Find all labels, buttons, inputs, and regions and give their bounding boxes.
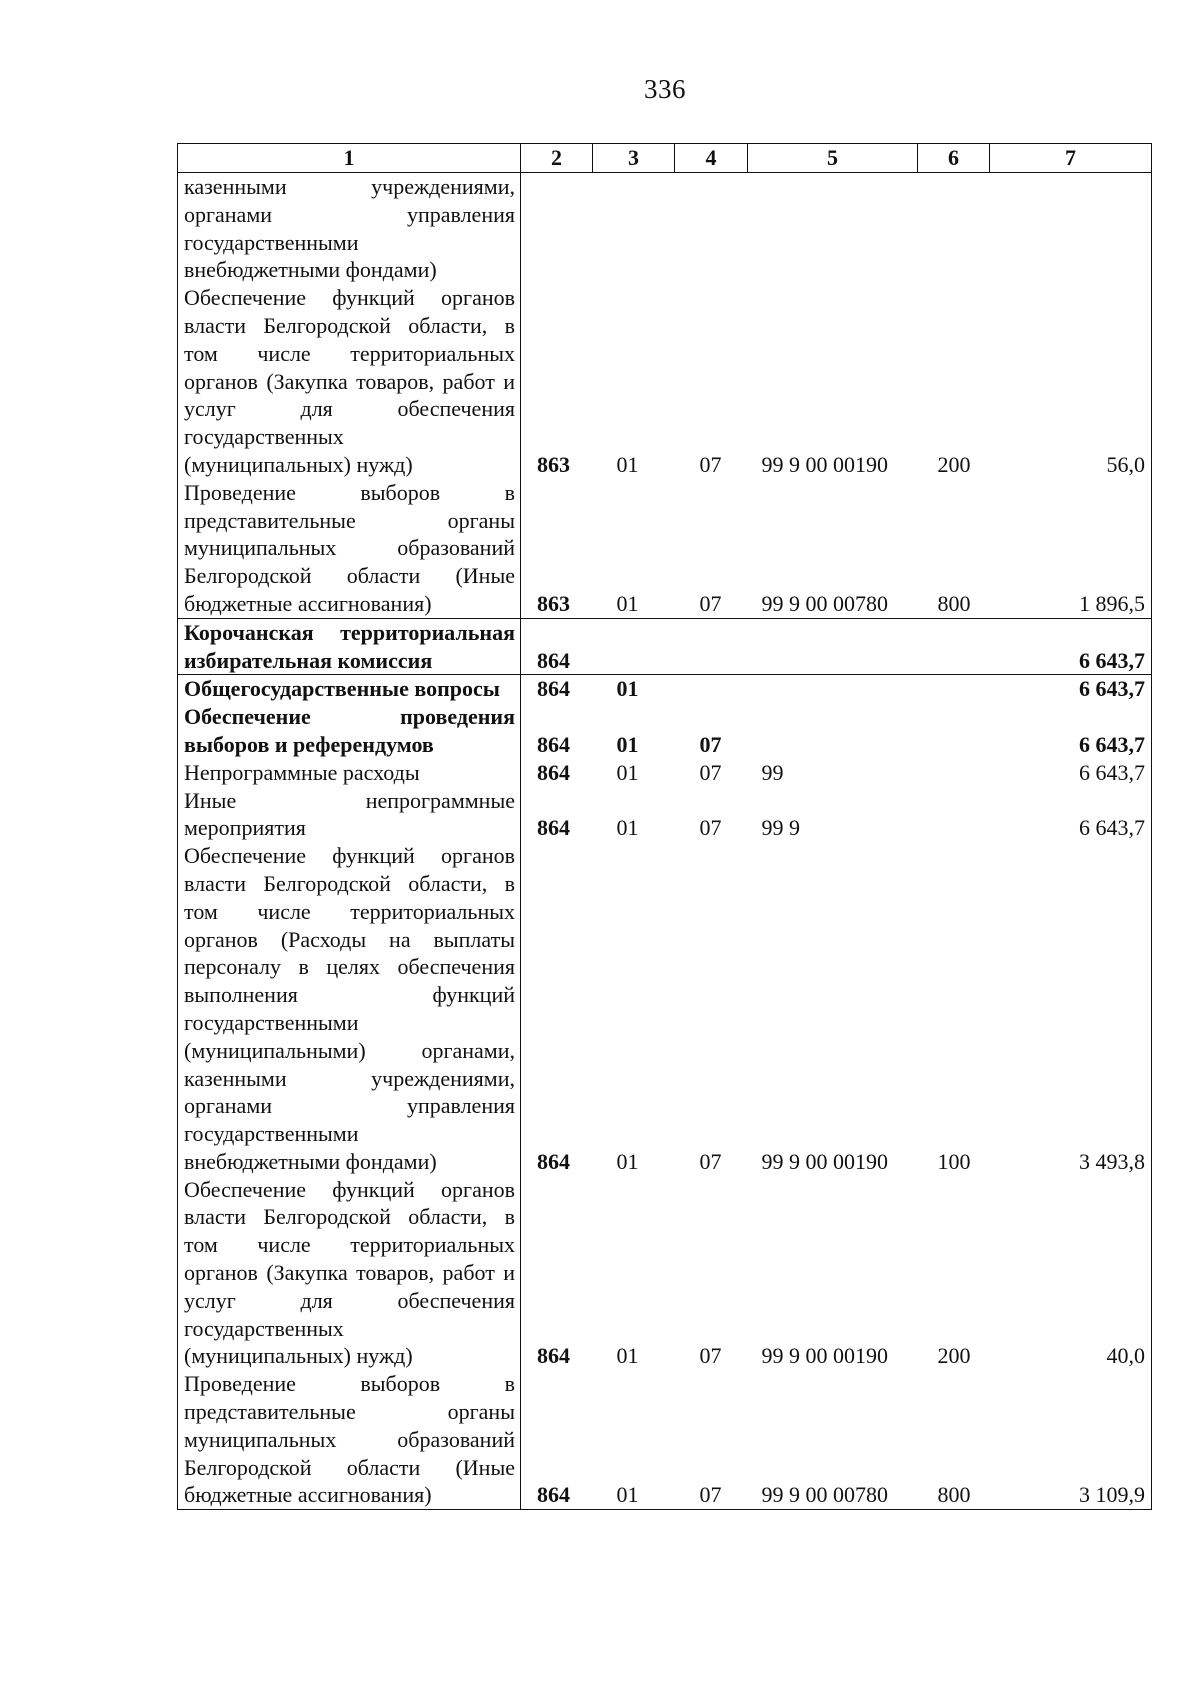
- row-amount: 3 493,8: [990, 842, 1152, 1176]
- column-header-2: 2: [521, 144, 593, 173]
- table-row: [178, 618, 1152, 675]
- row-expense-type: 800: [918, 1370, 990, 1509]
- row-target-article: [748, 703, 918, 759]
- row-section: [593, 173, 675, 285]
- row-section: [593, 618, 675, 675]
- table-row: [178, 1370, 1152, 1509]
- column-header-4: 4: [675, 144, 748, 173]
- table-row: [178, 759, 1152, 787]
- row-subsection: [675, 173, 748, 285]
- row-code: 863: [521, 284, 593, 479]
- row-target-article: 99 9 00 00780: [761, 590, 888, 616]
- row-expense-type: 100: [937, 1148, 971, 1174]
- row-section: 01: [593, 675, 675, 703]
- row-section: 01: [616, 451, 639, 477]
- table-row: [178, 842, 1152, 1176]
- row-target-article: [748, 173, 918, 285]
- column-header-1: 1: [178, 144, 521, 173]
- row-expense-type: 800: [937, 590, 971, 616]
- budget-table: [177, 143, 1152, 1510]
- row-name: казенными учреждениями, органами управления государственными внебюджетными фондами): [178, 173, 521, 285]
- row-subsection: 07: [699, 451, 722, 477]
- row-section: 01: [616, 590, 639, 616]
- row-amount: 6 643,7: [990, 675, 1152, 703]
- row-expense-type: [918, 675, 990, 703]
- column-header-5: 5: [748, 144, 918, 173]
- row-subsection: [675, 618, 748, 675]
- row-amount: 3 109,9: [990, 1370, 1152, 1509]
- column-header-7: 7: [990, 144, 1152, 173]
- row-target-article: 99 9 00 00190: [761, 451, 888, 477]
- row-subsection: 07: [699, 590, 722, 616]
- row-section: 01: [616, 815, 639, 841]
- column-header-6: 6: [918, 144, 990, 173]
- row-expense-type: [918, 618, 990, 675]
- row-target-article: 99 9 00 00190: [761, 1343, 888, 1369]
- row-subsection: 07: [699, 815, 722, 841]
- row-target-article: 99 9 00 00190: [761, 1148, 888, 1174]
- row-amount: 1 896,5: [990, 479, 1152, 618]
- row-target-article: 99 9: [761, 815, 800, 841]
- row-amount: 6 643,7: [990, 618, 1152, 675]
- row-name: Общегосударственные вопросы: [178, 675, 521, 703]
- row-expense-type: [918, 173, 990, 285]
- row-code: 864: [521, 1370, 593, 1509]
- header-row: [178, 144, 1152, 173]
- row-name: Обеспечение функций органов власти Белгородской области, в том числе территориальных органов (Закупка товаров, работ и услуг для обеспечения государственных (муниципальных) нужд): [178, 284, 521, 479]
- row-code: 864: [521, 842, 593, 1176]
- row-subsection: 07: [699, 1343, 722, 1369]
- row-target-article: [748, 618, 918, 675]
- row-expense-type: 200: [937, 451, 971, 477]
- row-name: Обеспечение функций органов власти Белгородской области, в том числе территориальных органов (Расходы на выплаты персоналу в целях обеспечения выполнения функций государственными (муниципальными) органами, казенными учреждениями, органами управления государственными внебюджетными фондами): [178, 842, 521, 1176]
- table-row: [178, 703, 1152, 759]
- table-row: [178, 1176, 1152, 1371]
- row-code: 864: [521, 675, 593, 703]
- row-name: Иные непрограммные мероприятия: [178, 787, 521, 843]
- table-row: [178, 479, 1152, 618]
- row-target-article: 99 9 00 00780: [748, 1370, 918, 1509]
- row-subsection: 07: [699, 731, 722, 757]
- table-row: [178, 787, 1152, 843]
- row-section: 01: [616, 731, 639, 757]
- row-amount: 6 643,7: [990, 787, 1152, 843]
- row-expense-type: [918, 703, 990, 759]
- row-name: Непрограммные расходы: [178, 759, 521, 787]
- row-subsection: 07: [699, 1148, 722, 1174]
- row-target-article: [748, 675, 918, 703]
- row-expense-type: [918, 787, 990, 843]
- row-name: Обеспечение проведения выборов и референдумов: [178, 703, 521, 759]
- row-amount: 6 643,7: [990, 703, 1152, 759]
- row-subsection: 07: [699, 759, 722, 785]
- row-expense-type: [918, 759, 990, 787]
- row-code: 864: [521, 618, 593, 675]
- page-number: 336: [644, 74, 686, 104]
- row-section: 01: [616, 1148, 639, 1174]
- row-subsection: 07: [675, 1370, 748, 1509]
- row-name: Проведение выборов в представительные органы муниципальных образований Белгородской области (Иные бюджетные ассигнования): [178, 1370, 521, 1509]
- row-amount: 40,0: [990, 1176, 1152, 1371]
- row-section: 01: [616, 759, 639, 785]
- row-name: Обеспечение функций органов власти Белгородской области, в том числе территориальных органов (Закупка товаров, работ и услуг для обеспечения государственных (муниципальных) нужд): [178, 1176, 521, 1371]
- row-code: [521, 173, 593, 285]
- table-row: [178, 173, 1152, 285]
- row-subsection: [675, 675, 748, 703]
- row-amount: [990, 173, 1152, 285]
- row-code: 864: [521, 787, 593, 843]
- row-amount: 6 643,7: [990, 759, 1152, 787]
- column-header-3: 3: [593, 144, 675, 173]
- row-code: 864: [521, 1176, 593, 1371]
- table-row: [178, 675, 1152, 703]
- row-code: 863: [521, 479, 593, 618]
- row-expense-type: 200: [937, 1343, 971, 1369]
- table-row: [178, 284, 1152, 479]
- row-section: 01: [616, 1343, 639, 1369]
- row-section: 01: [593, 1370, 675, 1509]
- row-code: 864: [521, 759, 593, 787]
- table-body: [178, 173, 1152, 1510]
- row-name: Корочанская территориальная избирательная комиссия: [178, 618, 521, 675]
- row-name: Проведение выборов в представительные органы муниципальных образований Белгородской области (Иные бюджетные ассигнования): [178, 479, 521, 618]
- row-amount: 56,0: [990, 284, 1152, 479]
- row-target-article: 99: [761, 759, 784, 785]
- row-code: 864: [521, 703, 593, 759]
